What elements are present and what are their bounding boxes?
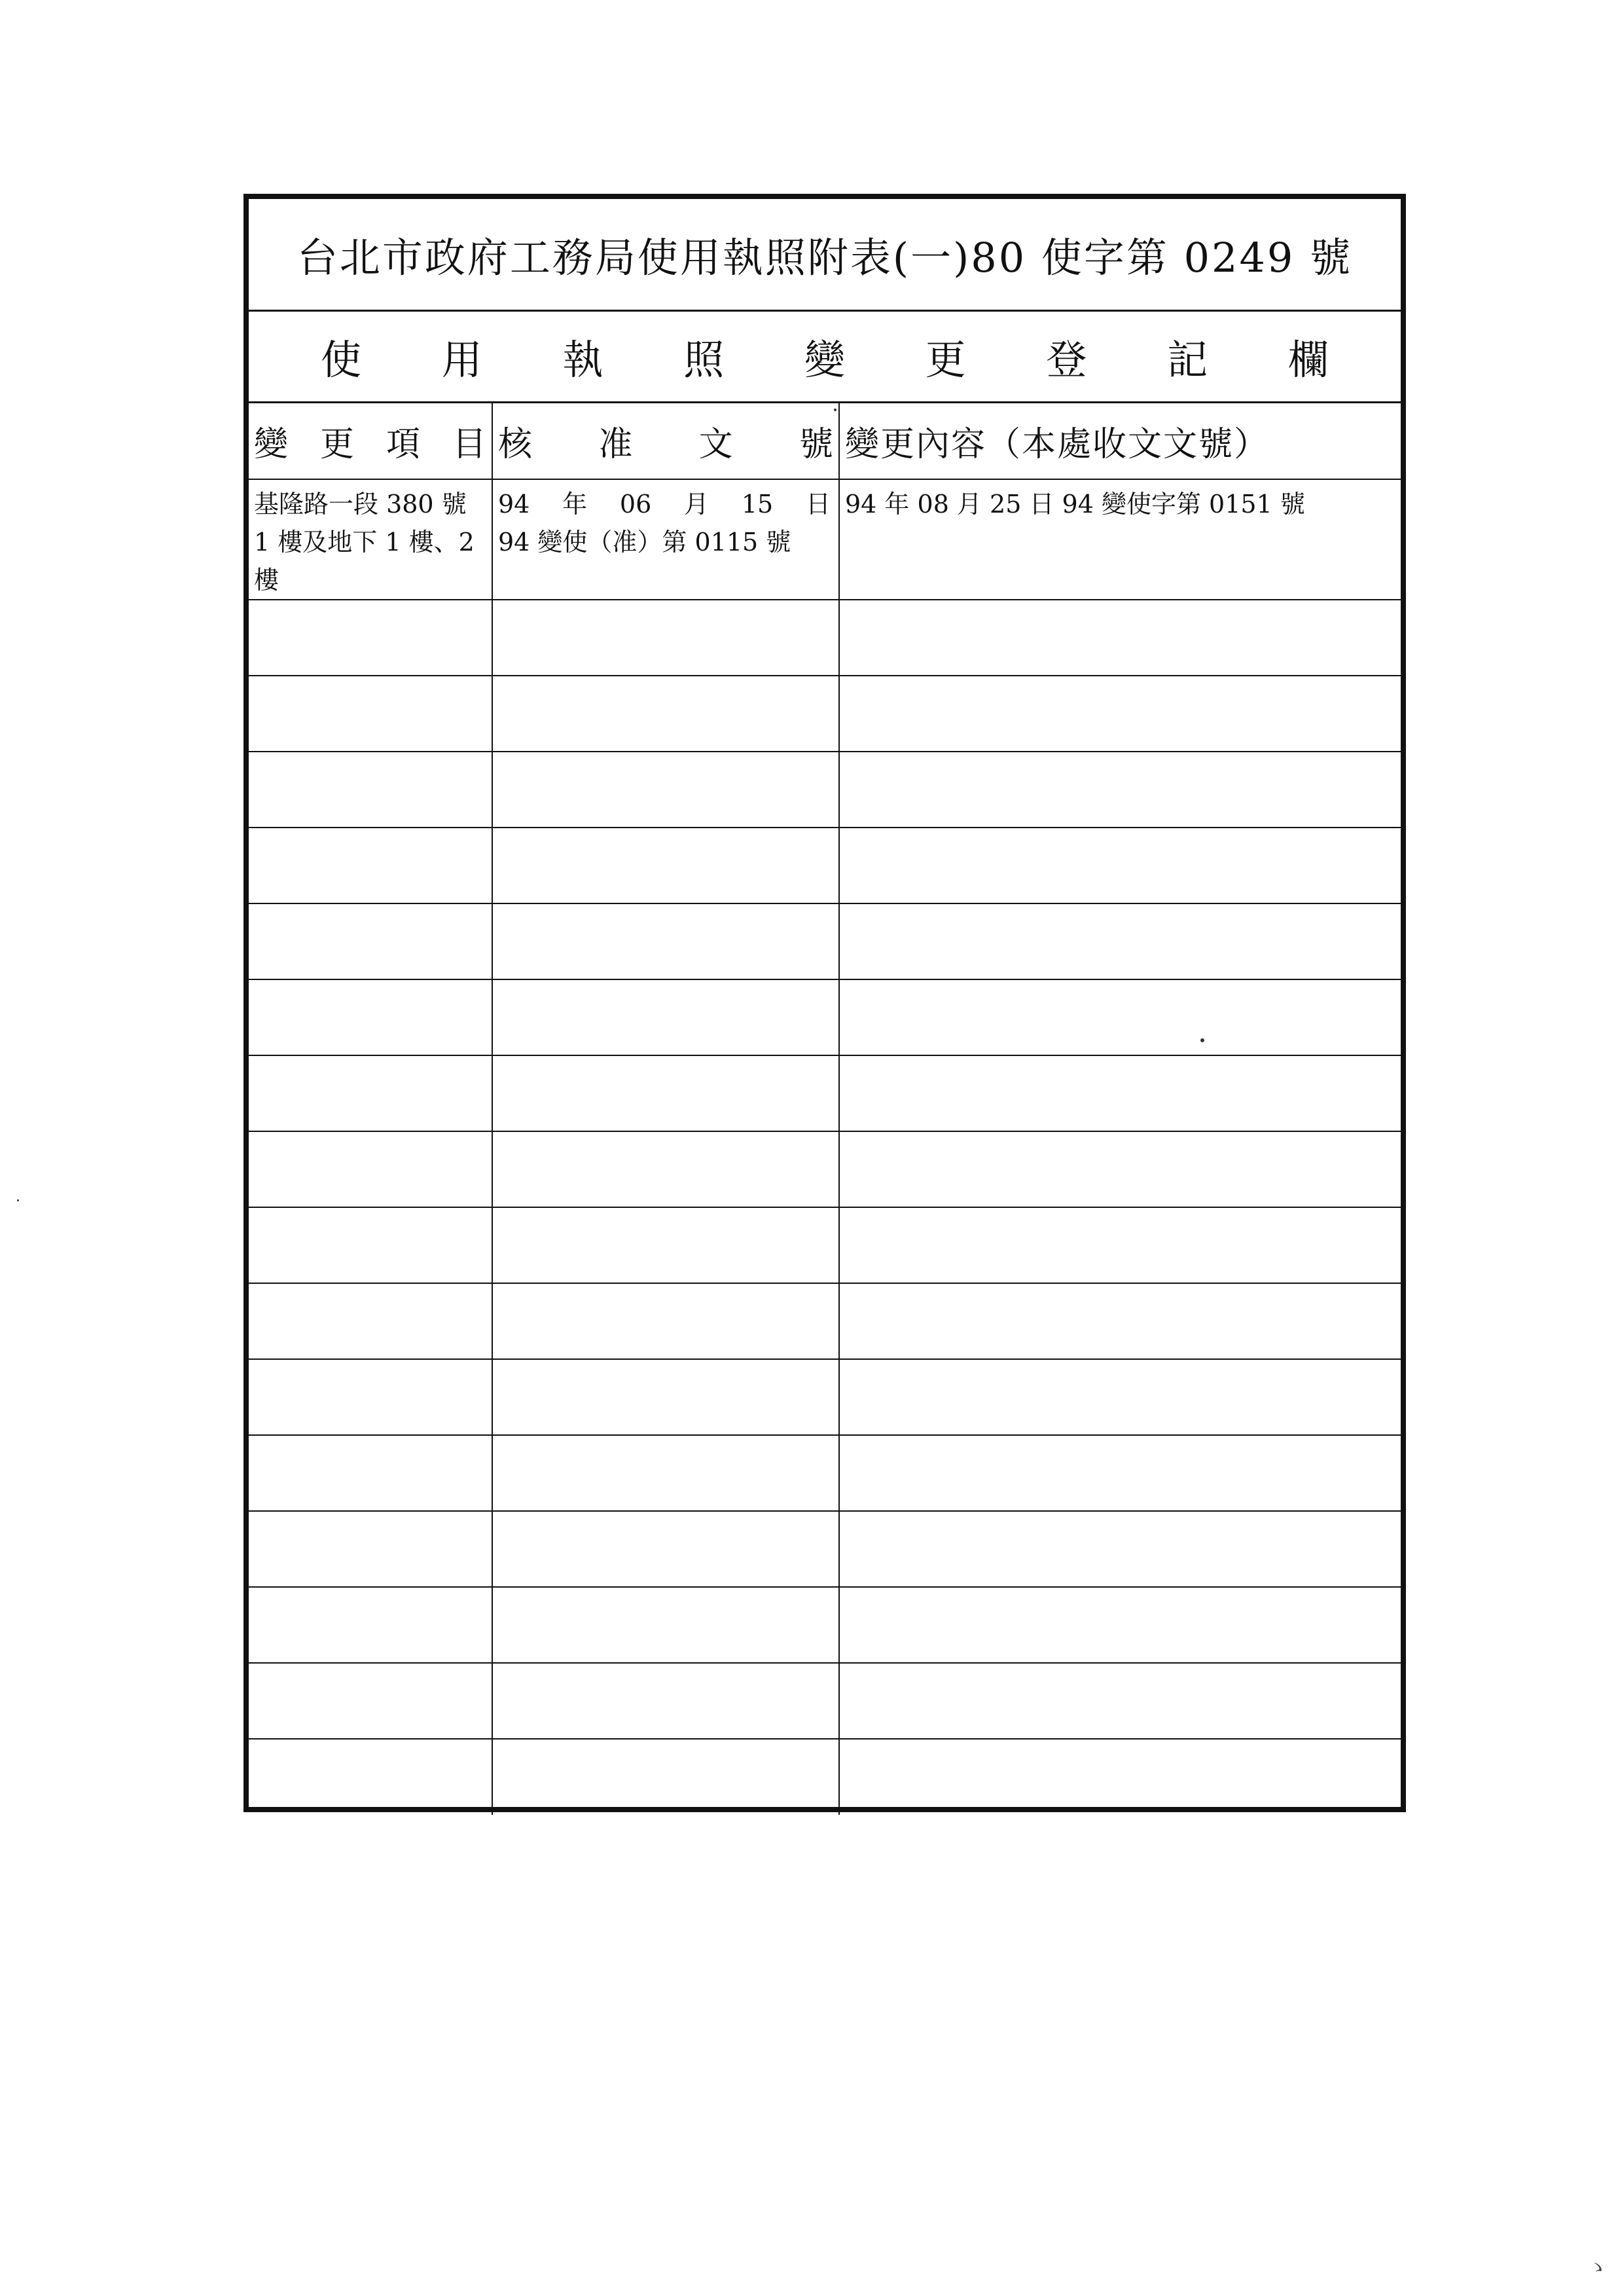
cell-change-item — [249, 1359, 492, 1435]
scan-speck — [1200, 1038, 1204, 1042]
column-header-change-content: 變更內容（本處收文文號） — [839, 403, 1401, 479]
header-char: 項 — [386, 425, 420, 464]
section-heading-char: 欄 — [1287, 336, 1329, 384]
table-row — [249, 1207, 1401, 1283]
cell-change-content — [839, 676, 1401, 752]
cell-approval-number — [492, 479, 839, 600]
section-heading-char: 更 — [925, 336, 966, 384]
cell-change-item — [249, 828, 492, 903]
table-row — [249, 1663, 1401, 1739]
cell-change-content — [839, 1435, 1401, 1511]
cell-change-content — [839, 1359, 1401, 1435]
cell-approval-number — [492, 1207, 839, 1283]
table-row — [249, 903, 1401, 979]
cell-change-content — [839, 752, 1401, 828]
header-char: 文 — [698, 425, 733, 464]
cell-approval-number — [492, 979, 839, 1055]
cell-approval-number — [492, 903, 839, 979]
change-item-text: 基隆路一段 380 號 1 樓及地下 1 樓、2 樓 — [254, 490, 482, 594]
cell-change-item — [249, 1511, 492, 1587]
table-row — [249, 828, 1401, 903]
header-char: 變 — [254, 425, 289, 464]
cell-change-content — [839, 979, 1401, 1055]
corner-mark: ゝ — [1587, 2255, 1609, 2281]
cell-approval-number — [492, 1131, 839, 1207]
cell-change-content — [839, 1055, 1401, 1131]
cell-change-content — [839, 1511, 1401, 1587]
cell-approval-number — [492, 1055, 839, 1131]
scan-speck — [17, 1199, 19, 1201]
cell-change-item — [249, 1587, 492, 1663]
cell-change-item — [249, 1739, 492, 1815]
header-char: 目 — [452, 425, 486, 464]
table-row — [249, 1283, 1401, 1359]
form-title: 台北市政府工務局使用執照附表(一)80 使字第 0249 號 — [249, 199, 1401, 312]
header-char: 准 — [598, 425, 633, 464]
cell-approval-number — [492, 1511, 839, 1587]
table-row — [249, 676, 1401, 752]
section-heading — [249, 312, 1401, 403]
cell-change-content — [839, 1587, 1401, 1663]
table-row — [249, 1131, 1401, 1207]
permit-attachment-form — [243, 194, 1406, 1812]
section-heading-char: 變 — [804, 336, 845, 384]
column-header-approval-number — [492, 403, 839, 479]
header-char: 更 — [319, 425, 354, 464]
table-row — [249, 1055, 1401, 1131]
approval-number-text: 94 變使（准）第 0115 號 — [498, 528, 791, 556]
cell-change-content — [839, 1739, 1401, 1815]
cell-change-item — [249, 752, 492, 828]
section-heading-char: 用 — [441, 336, 482, 384]
cell-change-content — [839, 1207, 1401, 1283]
cell-change-item — [249, 1663, 492, 1739]
cell-approval-number — [492, 676, 839, 752]
table-row — [249, 1359, 1401, 1435]
header-char: 核 — [498, 425, 533, 464]
cell-approval-number — [492, 1283, 839, 1359]
cell-change-item — [249, 1207, 492, 1283]
cell-change-content — [839, 828, 1401, 903]
cell-change-item — [249, 1131, 492, 1207]
table-row — [249, 1511, 1401, 1587]
cell-change-content — [839, 479, 1401, 600]
cell-change-item — [249, 1435, 492, 1511]
cell-change-content — [839, 903, 1401, 979]
cell-change-item — [249, 903, 492, 979]
column-header-change-item — [249, 403, 492, 479]
change-record-table — [249, 403, 1401, 1815]
table-row — [249, 1739, 1401, 1815]
table-row — [249, 1587, 1401, 1663]
table-header-row — [249, 403, 1401, 479]
section-heading-char: 照 — [683, 336, 725, 384]
change-content-text: 94 年 08 月 25 日 94 變使字第 0151 號 — [845, 490, 1305, 519]
cell-change-item — [249, 979, 492, 1055]
cell-approval-number — [492, 1359, 839, 1435]
header-char: 號 — [799, 425, 833, 464]
section-heading-char: 登 — [1046, 336, 1087, 384]
table-row — [249, 479, 1401, 600]
cell-change-content — [839, 1131, 1401, 1207]
cell-approval-number — [492, 1663, 839, 1739]
cell-change-item — [249, 479, 492, 600]
cell-change-content — [839, 600, 1401, 676]
section-heading-char: 執 — [562, 336, 603, 384]
cell-change-item — [249, 1283, 492, 1359]
cell-change-item — [249, 676, 492, 752]
table-row — [249, 600, 1401, 676]
cell-approval-number — [492, 828, 839, 903]
table-row — [249, 1435, 1401, 1511]
section-heading-char: 使 — [321, 336, 362, 384]
approval-date: 94 年 06 月 15 日 — [498, 490, 831, 519]
cell-approval-number — [492, 600, 839, 676]
table-row — [249, 979, 1401, 1055]
cell-approval-number — [492, 1587, 839, 1663]
cell-change-content — [839, 1283, 1401, 1359]
cell-approval-number — [492, 752, 839, 828]
table-row — [249, 752, 1401, 828]
cell-change-content — [839, 1663, 1401, 1739]
cell-change-item — [249, 1055, 492, 1131]
scan-speck — [834, 409, 836, 411]
cell-change-item — [249, 600, 492, 676]
section-heading-char: 記 — [1167, 336, 1208, 384]
cell-approval-number — [492, 1739, 839, 1815]
cell-approval-number — [492, 1435, 839, 1511]
